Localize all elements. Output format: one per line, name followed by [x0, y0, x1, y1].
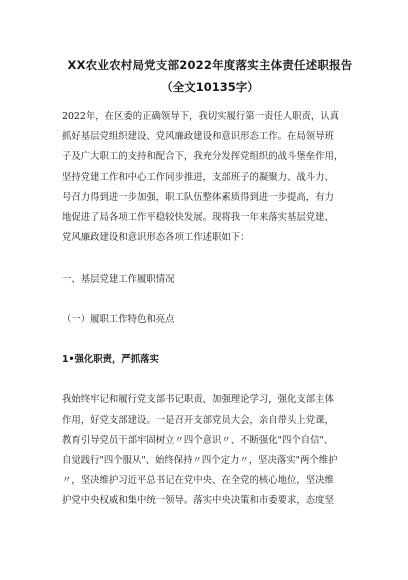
- intro-paragraph: [62, 107, 368, 248]
- body-line: 作用，好党支部建设。一是召开支部党员大会，亲自带头上党课，: [62, 414, 334, 426]
- document-title: XX农业农村局党支部2022年度落实主体责任述职报告: [67, 58, 353, 72]
- item-heading: 1•强化职责，严抓落实: [62, 354, 159, 366]
- body-paragraph: [62, 390, 368, 511]
- body-line: 自觉践行"四个服从"、始终保持〃四个定力〃，坚决落实"两个维护: [62, 455, 338, 467]
- subsection-heading: （一）履职工作特色和亮点: [62, 314, 175, 326]
- intro-line: 党风廉政建设和意识形态各项工作述职如下：: [62, 232, 250, 244]
- intro-line: 坚持党建工作和中心工作同步推进，支部班子的凝聚力、战斗力、: [62, 171, 334, 183]
- document-subtitle: （全文10135字）: [161, 80, 259, 94]
- body-line: 护党中央权威和集中统一领导。落实中央决策和市委要求，态度坚: [62, 495, 334, 507]
- intro-line: 2022年，在区委的正确领导下，我切实履行第一责任人职责，认真: [62, 111, 339, 122]
- intro-line: 抓好基层党组织建设、党风廉政建设和意识形态工作。在局领导班: [62, 131, 334, 143]
- intro-line: 子及广大职工的支持和配合下，我充分发挥党组织的战斗堡垒作用，: [62, 151, 344, 163]
- intro-line: 号召力得到进一步加强，职工队伍整体素质得到进一步提高，有力: [62, 191, 334, 203]
- section-heading: 一、基层党建工作履职情况: [62, 274, 175, 286]
- body-line: 教育引导党员干部牢固树立〃四个意识〃、不断强化"四个自信"、: [62, 434, 334, 446]
- body-line: 〃，坚决维护习近平总书记在党中央、在全党的核心地位，坚决维: [62, 475, 334, 487]
- intro-line: 地促进了局各项工作平稳较快发展。现将我一年来落实基层党建、: [62, 212, 334, 224]
- body-line: 我始终牢记和履行党支部书记职责，加强理论学习，强化支部主体: [62, 394, 334, 406]
